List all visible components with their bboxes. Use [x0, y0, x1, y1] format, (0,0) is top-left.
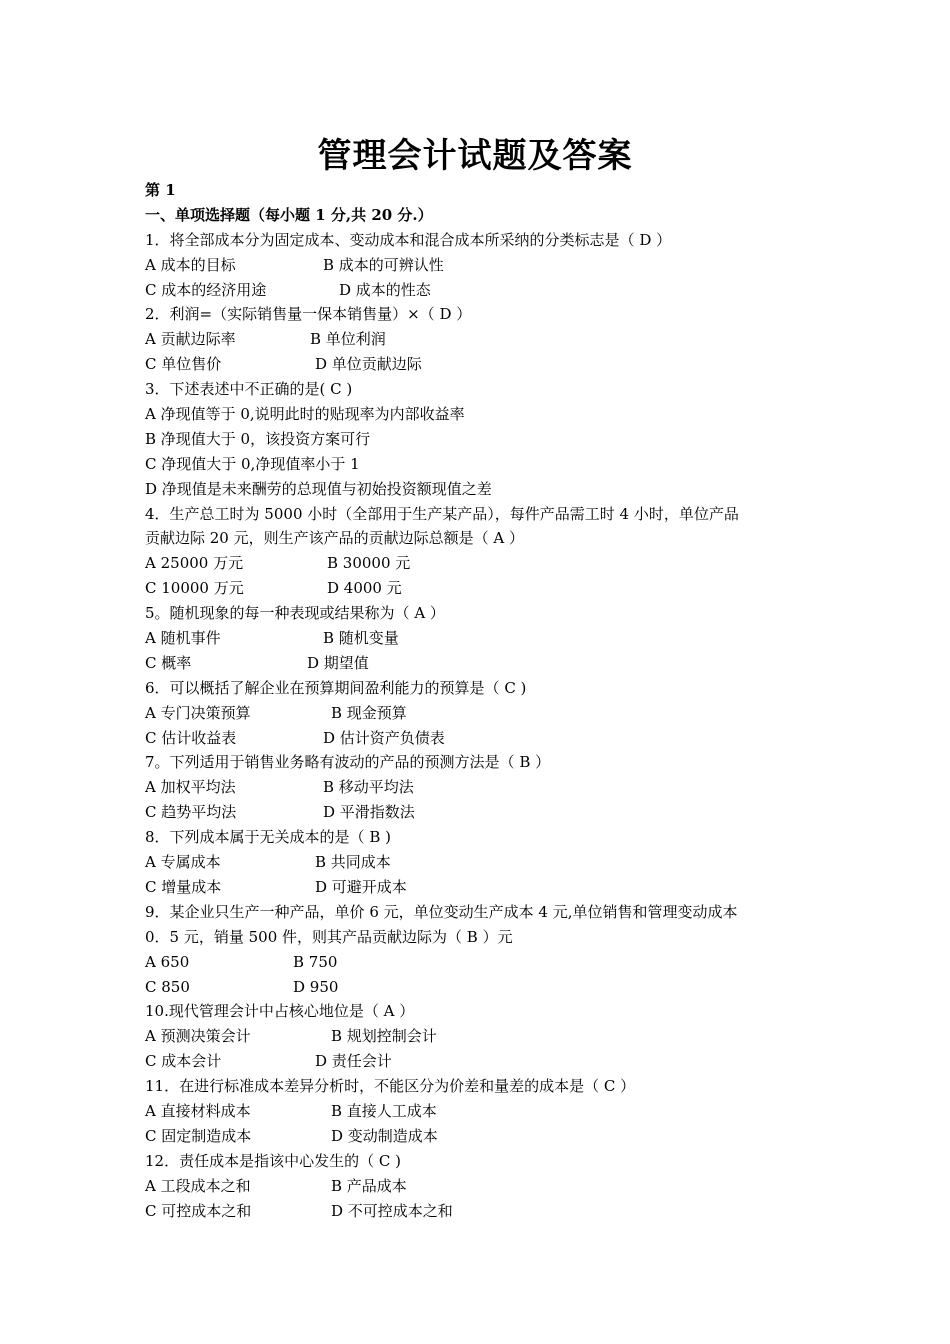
answer-option: C 850: [145, 977, 190, 996]
option-row: [145, 1199, 825, 1224]
question-stem: 8．下列成本属于无关成本的是（ B ): [145, 828, 391, 847]
answer-option: B 规划控制会计: [331, 1027, 437, 1046]
question-stem: 10.现代管理会计中占核心地位是（ A ）: [145, 1002, 415, 1021]
option-row: [145, 1099, 825, 1124]
answer-option: D 不可控成本之和: [331, 1201, 453, 1220]
option-row: [145, 975, 825, 1000]
question-stem: 0．5 元，销量 500 件，则其产品贡献边际为（ B ）元: [145, 927, 513, 946]
answer-option: C 增量成本: [145, 877, 222, 896]
answer-option: A 650: [145, 952, 190, 971]
answer-option: A 随机事件: [145, 629, 221, 648]
question-stem: 2．利润=（实际销售量一保本销售量）×（ D ）: [145, 305, 472, 324]
question-stem: 5。随机现象的每一种表现或结果称为（ A ）: [145, 604, 445, 623]
answer-option: C 10000 万元: [145, 579, 244, 598]
answer-option: C 固定制造成本: [145, 1126, 252, 1145]
answer-option: C 成本的经济用途: [145, 280, 267, 299]
answer-option: B 随机变量: [323, 629, 399, 648]
option-row: [145, 850, 825, 875]
answer-option: B 净现值大于 0，该投资方案可行: [145, 429, 371, 448]
option-row: [145, 278, 825, 303]
answer-option: C 成本会计: [145, 1052, 222, 1071]
question-stem: 1．将全部成本分为固定成本、变动成本和混合成本所采纳的分类标志是（ D ）: [145, 230, 672, 249]
question-stem: 9．某企业只生产一种产品，单价 6 元，单位变动生产成本 4 元,单位销售和管理变动成本: [145, 902, 738, 921]
option-row: [145, 800, 825, 825]
answer-option: B 直接人工成本: [331, 1101, 437, 1120]
answer-option: D 4000 元: [327, 579, 402, 598]
answer-option: A 预测决策会计: [145, 1027, 251, 1046]
option-row: [145, 1174, 825, 1199]
question-stem: 4．生产总工时为 5000 小时（全部用于生产某产品），每件产品需工时 4 小时，单位产品: [145, 504, 739, 523]
section-heading: 一、单项选择题（每小题 1 分,共 20 分.）: [145, 205, 433, 224]
answer-option: A 加权平均法: [145, 778, 236, 797]
answer-option: A 专属成本: [145, 853, 221, 872]
answer-option: D 期望值: [307, 653, 369, 672]
answer-option: A 工段成本之和: [145, 1176, 251, 1195]
question-stem: 7。下列适用于销售业务略有波动的产品的预测方法是（ B ）: [145, 753, 551, 772]
answer-option: B 移动平均法: [323, 778, 414, 797]
document-body: [145, 178, 825, 1223]
answer-option: D 950: [293, 977, 339, 996]
answer-option: A 成本的目标: [145, 255, 236, 274]
answer-option: D 可避开成本: [315, 877, 407, 896]
answer-option: C 单位售价: [145, 355, 222, 374]
option-row: [145, 950, 825, 975]
option-row: [145, 726, 825, 751]
option-row: [145, 1024, 825, 1049]
answer-option: D 估计资产负债表: [323, 728, 445, 747]
option-row: [145, 576, 825, 601]
option-row: [145, 352, 825, 377]
answer-option: A 25000 万元: [145, 554, 244, 573]
option-row: [145, 327, 825, 352]
answer-option: C 可控成本之和: [145, 1201, 252, 1220]
answer-option: C 概率: [145, 653, 192, 672]
answer-option: D 成本的性态: [339, 280, 431, 299]
answer-option: D 净现值是未来酬劳的总现值与初始投资额现值之差: [145, 479, 492, 498]
option-row: [145, 775, 825, 800]
question-stem: 6．可以概括了解企业在预算期间盈利能力的预算是（ C ): [145, 678, 527, 697]
answer-option: D 单位贡献边际: [315, 355, 422, 374]
part-heading: 第 1: [145, 181, 176, 199]
answer-option: B 产品成本: [331, 1176, 407, 1195]
question-stem: 11．在进行标准成本差异分析时，不能区分为价差和量差的成本是（ C ）: [145, 1077, 636, 1096]
answer-option: B 现金预算: [331, 703, 407, 722]
answer-option: A 净现值等于 0,说明此时的贴现率为内部收益率: [145, 405, 465, 424]
question-stem: 贡献边际 20 元，则生产该产品的贡献边际总额是（ A ）: [145, 529, 524, 548]
option-row: [145, 651, 825, 676]
answer-option: C 趋势平均法: [145, 803, 237, 822]
answer-option: B 750: [293, 952, 338, 971]
document-title: 管理会计试题及答案: [317, 136, 633, 176]
answer-option: D 平滑指数法: [323, 803, 415, 822]
answer-option: B 单位利润: [310, 330, 386, 349]
answer-option: C 净现值大于 0,净现值率小于 1: [145, 454, 360, 473]
answer-option: A 专门决策预算: [145, 703, 251, 722]
option-row: [145, 1124, 825, 1149]
option-row: [145, 626, 825, 651]
question-stem: 12．责任成本是指该中心发生的（ C ): [145, 1151, 401, 1170]
question-stem: 3．下述表述中不正确的是( C ): [145, 380, 353, 399]
answer-option: B 成本的可辨认性: [323, 255, 444, 274]
answer-option: D 变动制造成本: [331, 1126, 438, 1145]
answer-option: C 估计收益表: [145, 728, 237, 747]
option-row: [145, 253, 825, 278]
answer-option: A 直接材料成本: [145, 1101, 251, 1120]
answer-option: D 责任会计: [315, 1052, 392, 1071]
option-row: [145, 701, 825, 726]
answer-option: B 共同成本: [315, 853, 391, 872]
option-row: [145, 875, 825, 900]
answer-option: B 30000 元: [327, 554, 411, 573]
answer-option: A 贡献边际率: [145, 330, 236, 349]
option-row: [145, 1049, 825, 1074]
option-row: [145, 551, 825, 576]
